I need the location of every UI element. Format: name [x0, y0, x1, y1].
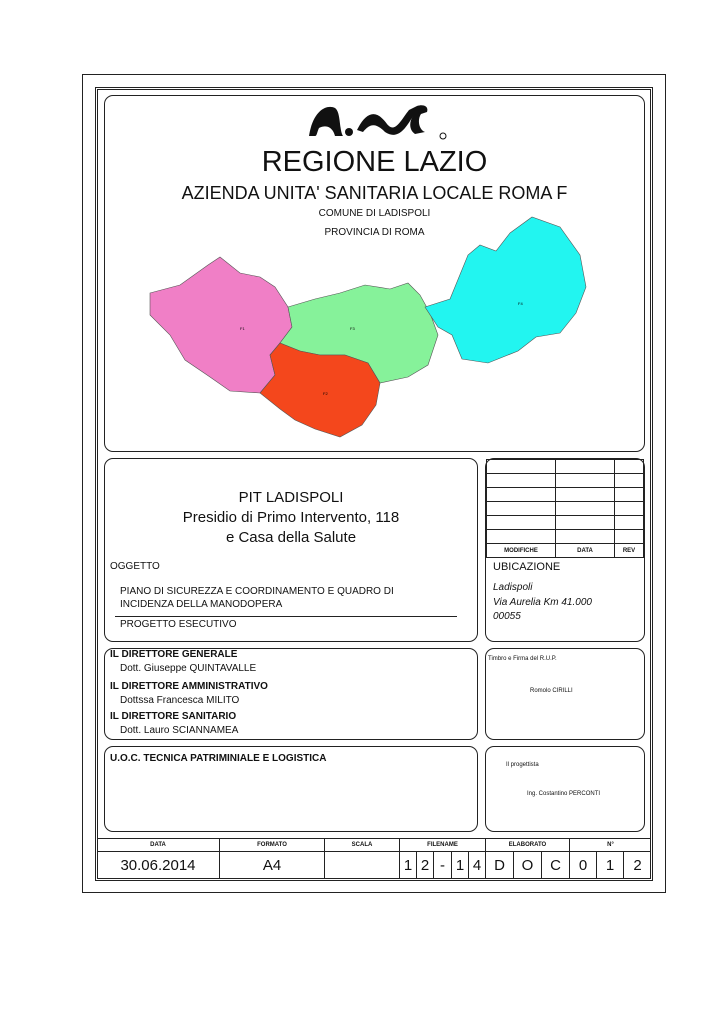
value-data: 30.06.2014: [97, 851, 220, 879]
project-box: [104, 458, 478, 642]
comune: COMUNE DI LADISPOLI: [318, 208, 431, 219]
value-scala: [325, 851, 400, 879]
numero-char: 1: [597, 851, 624, 879]
header-data: DATA: [97, 839, 220, 851]
rup-label: Timbro e Firma del R.U.P.: [488, 656, 557, 662]
district-label-f1: F1: [240, 326, 245, 331]
progettista-label: Il progettista: [506, 762, 539, 768]
director-name: Dott. Giuseppe QUINTAVALLE: [120, 663, 257, 674]
director-role: IL DIRETTORE SANITARIO: [110, 711, 237, 722]
numero-char: 0: [570, 851, 597, 879]
footer-table: [97, 838, 651, 880]
revision-table: [486, 459, 644, 558]
filename-char: 1: [400, 851, 417, 879]
header-scala: SCALA: [325, 839, 400, 851]
numero-char: 2: [624, 851, 651, 879]
agency-title: AZIENDA UNITA' SANITARIA LOCALE ROMA F: [181, 183, 568, 203]
oggetto-line-1: PIANO DI SICUREZZA E COORDINAMENTO E QUADRO DI: [120, 586, 394, 597]
value-formato: A4: [220, 851, 325, 879]
divider: [115, 616, 457, 617]
filename-char: 4: [469, 851, 486, 879]
header-filename: FILENAME: [400, 839, 486, 851]
project-subtitle-1: Presidio di Primo Intervento, 118: [182, 509, 400, 526]
provincia: PROVINCIA DI ROMA: [324, 227, 425, 238]
elaborato-char: C: [542, 851, 570, 879]
region-title: REGIONE LAZIO: [261, 146, 488, 178]
ubicazione-line-2: Via Aurelia Km 41.000: [493, 597, 592, 608]
progettista-box: [485, 746, 645, 832]
ubicazione-line-1: Ladispoli: [493, 582, 533, 593]
oggetto-line-2: INCIDENZA DELLA MANODOPERA: [120, 599, 283, 610]
district-f1: [150, 257, 292, 393]
elaborato-char: O: [514, 851, 542, 879]
district-map: [140, 215, 600, 440]
revision-header-rev: REV: [615, 544, 644, 558]
rup-name: Romolo CIRILLI: [530, 688, 573, 694]
project-phase: PROGETTO ESECUTIVO: [120, 619, 237, 630]
revision-header-modifiche: MODIFICHE: [487, 544, 556, 558]
director-role: IL DIRETTORE AMMINISTRATIVO: [110, 681, 268, 692]
oggetto-label: OGGETTO: [110, 561, 160, 572]
director-name: Dottssa Francesca MILITO: [120, 695, 240, 706]
district-label-f3: F3: [350, 326, 355, 331]
revision-header-data: DATA: [556, 544, 615, 558]
ubicazione-line-3: 00055: [493, 611, 521, 622]
ubicazione-label: UBICAZIONE: [493, 561, 561, 573]
filename-char: -: [434, 851, 452, 879]
district-label-f4: F4: [518, 301, 523, 306]
project-title: PIT LADISPOLI: [238, 489, 344, 506]
project-subtitle-2: e Casa della Salute: [225, 529, 357, 546]
filename-char: 2: [417, 851, 434, 879]
progettista-name: Ing. Costantino PERCONTI: [527, 791, 601, 797]
uoc-label: U.O.C. TECNICA PATRIMINIALE E LOGISTICA: [110, 753, 327, 764]
header-formato: FORMATO: [220, 839, 325, 851]
district-label-f2: F2: [323, 391, 328, 396]
director-role: IL DIRETTORE GENERALE: [110, 649, 238, 660]
director-name: Dott. Lauro SCIANNAMEA: [120, 725, 239, 736]
district-f4: [425, 217, 586, 363]
header-elaborato: ELABORATO: [486, 839, 570, 851]
header-numero: N°: [607, 842, 614, 848]
filename-char: 1: [452, 851, 469, 879]
elaborato-char: D: [486, 851, 514, 879]
amt-logo: [305, 100, 455, 142]
